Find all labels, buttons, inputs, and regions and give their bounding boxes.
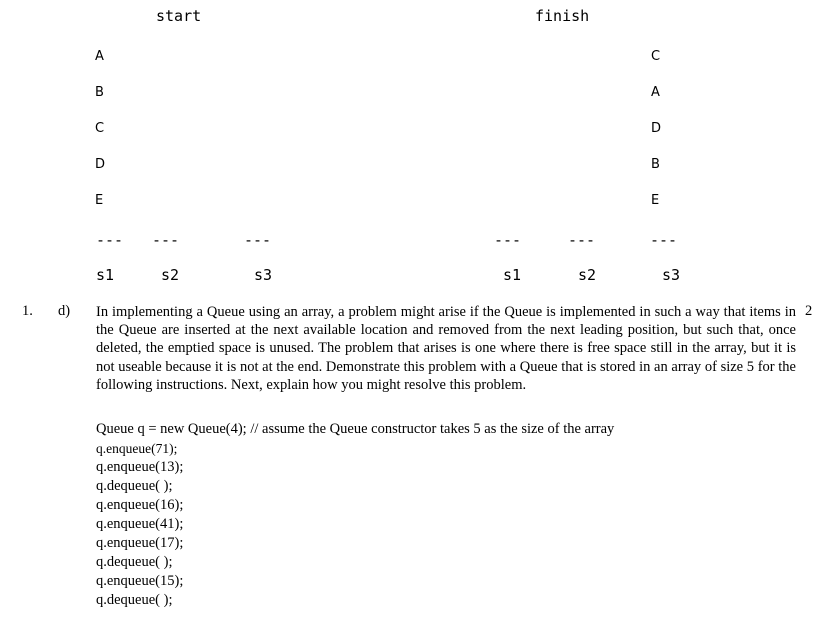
finish-label-s2: s2	[578, 266, 597, 284]
stack-base-finish-s2: ---	[568, 231, 596, 249]
finish-label-s3: s3	[662, 266, 681, 284]
question-text: In implementing a Queue using an array, a problem might arise if the Queue is implemented in such a way that items in the Queue are inserted at the next available location and removed from the next leading position, but such that, once deleted, the emptied space is unused. The problem that arises is one where there is free space still in the array, but it is not useable because it is not at the end. Demonstrate this problem with a Queue that is stored in an array of size 5 for the following instructions. Next, explain how you might resolve this problem.	[96, 304, 796, 393]
code-line: q.enqueue(71);	[96, 441, 178, 456]
start-label-s1: s1	[96, 266, 115, 284]
start-label-s3: s3	[254, 266, 273, 284]
start-stack-item: A	[95, 49, 104, 64]
finish-heading: finish	[535, 7, 590, 25]
start-heading: start	[156, 7, 202, 25]
question-marks: 2	[805, 303, 813, 319]
finish-stack-item: B	[651, 157, 660, 172]
stack-base-finish-s3: ---	[650, 231, 678, 249]
code-block	[96, 420, 614, 610]
code-line: q.dequeue( );	[96, 554, 173, 570]
question-number: 1.	[22, 303, 33, 319]
code-line: q.enqueue(16);	[96, 497, 184, 513]
code-line: Queue q = new Queue(4); // assume the Queue constructor takes 5 as the size of the array	[96, 421, 615, 437]
start-stack-item: B	[95, 85, 104, 100]
finish-label-s1: s1	[503, 266, 522, 284]
stack-base-finish-s1: ---	[494, 231, 522, 249]
finish-stack-item: E	[651, 193, 660, 208]
finish-stack-item: D	[651, 121, 662, 136]
code-line: q.enqueue(15);	[96, 573, 184, 589]
code-line: q.enqueue(13);	[96, 459, 184, 475]
code-line: q.dequeue( );	[96, 478, 173, 494]
code-line: q.enqueue(41);	[96, 516, 184, 532]
start-stack-item: C	[95, 121, 105, 136]
code-line: q.dequeue( );	[96, 592, 173, 608]
stack-base-start-s1: ---	[96, 231, 124, 249]
finish-stack-item: A	[651, 85, 660, 100]
code-line: q.enqueue(17);	[96, 535, 184, 551]
start-stack-item: D	[95, 157, 106, 172]
start-label-s2: s2	[161, 266, 180, 284]
question-part: d)	[58, 303, 71, 319]
start-stack-item: E	[95, 193, 104, 208]
stack-base-start-s2: ---	[152, 231, 180, 249]
finish-stack-item: C	[651, 49, 661, 64]
stack-base-start-s3: ---	[244, 231, 272, 249]
